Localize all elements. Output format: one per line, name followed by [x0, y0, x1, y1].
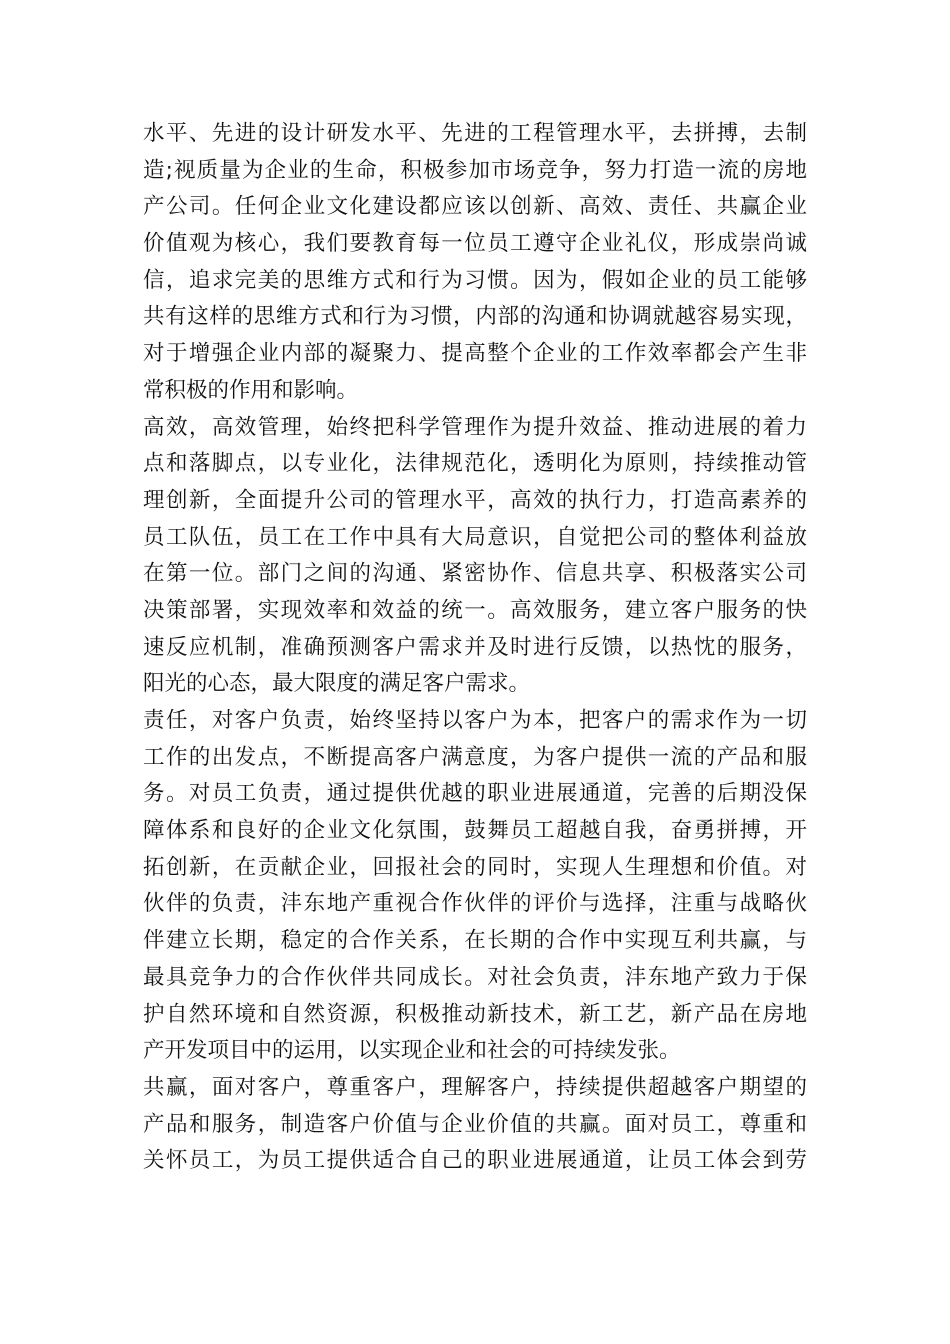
text-line: 在第一位。部门之间的沟通、紧密协作、信息共享、积极落实公司: [143, 561, 807, 587]
text-line: 伙伴的负责，沣东地产重视合作伙伴的评价与选择，注重与战略伙: [143, 891, 807, 917]
text-line: 共有这样的思维方式和行为习惯，内部的沟通和协调就越容易实现，: [143, 304, 807, 330]
text-line: 理创新，全面提升公司的管理水平，高效的执行力，打造高素养的: [143, 487, 807, 513]
text-line: 造;视质量为企业的生命，积极参加市场竞争，努力打造一流的房地: [143, 157, 807, 183]
text-line: 速反应机制，准确预测客户需求并及时进行反馈，以热忱的服务，: [143, 634, 807, 660]
document-body: [143, 116, 807, 1180]
text-line: 高效，高效管理，始终把科学管理作为提升效益、推动进展的着力: [143, 414, 807, 440]
text-line: 价值观为核心，我们要教育每一位员工遵守企业礼仪，形成崇尚诚: [143, 231, 807, 257]
text-line: 拓创新，在贡献企业，回报社会的同时，实现人生理想和价值。对: [143, 854, 807, 880]
text-line: 护自然环境和自然资源，积极推动新技术，新工艺，新产品在房地: [143, 1001, 807, 1027]
paragraph-responsibility: [143, 703, 807, 1070]
text-line: 关怀员工，为员工提供适合自己的职业进展通道，让员工体会到劳: [143, 1148, 807, 1174]
paragraph-win-win: [143, 1070, 807, 1180]
text-line: 水平、先进的设计研发水平、先进的工程管理水平，去拼搏，去制: [143, 121, 807, 146]
text-line: 伴建立长期，稳定的合作关系，在长期的合作中实现互利共赢，与: [143, 928, 807, 954]
text-line: 责任，对客户负责，始终坚持以客户为本，把客户的需求作为一切: [143, 708, 807, 733]
text-line: 共赢，面对客户，尊重客户，理解客户，持续提供超越客户期望的: [143, 1074, 807, 1100]
text-line: 决策部署，实现效率和效益的统一。高效服务，建立客户服务的快: [143, 597, 807, 623]
text-line: 信，追求完美的思维方式和行为习惯。因为，假如企业的员工能够: [143, 267, 807, 293]
text-line: 阳光的心态，最大限度的满足客户需求。: [143, 671, 531, 697]
text-line: 产开发项目中的运用，以实现企业和社会的可持续发张。: [143, 1038, 681, 1064]
text-line: 工作的出发点，不断提高客户满意度，为客户提供一流的产品和服: [143, 744, 807, 770]
text-line: 产公司。任何企业文化建设都应该以创新、高效、责任、共赢企业: [143, 194, 807, 220]
text-line: 对于增强企业内部的凝聚力、提高整个企业的工作效率都会产生非: [143, 341, 807, 367]
text-line: 产品和服务，制造客户价值与企业价值的共赢。面对员工，尊重和: [143, 1111, 807, 1137]
paragraph-efficiency: [143, 410, 807, 704]
text-line: 最具竞争力的合作伙伴共同成长。对社会负责，沣东地产致力于保: [143, 964, 807, 990]
paragraph-innovation: [143, 116, 807, 410]
text-line: 员工队伍，员工在工作中具有大局意识，自觉把公司的整体利益放: [143, 524, 807, 550]
text-line: 点和落脚点，以专业化，法律规范化，透明化为原则，持续推动管: [143, 451, 807, 477]
text-line: 务。对员工负责，通过提供优越的职业进展通道，完善的后期没保: [143, 781, 807, 807]
text-line: 常积极的作用和影响。: [143, 377, 359, 403]
text-line: 障体系和良好的企业文化氛围，鼓舞员工超越自我，奋勇拼搏，开: [143, 818, 807, 844]
